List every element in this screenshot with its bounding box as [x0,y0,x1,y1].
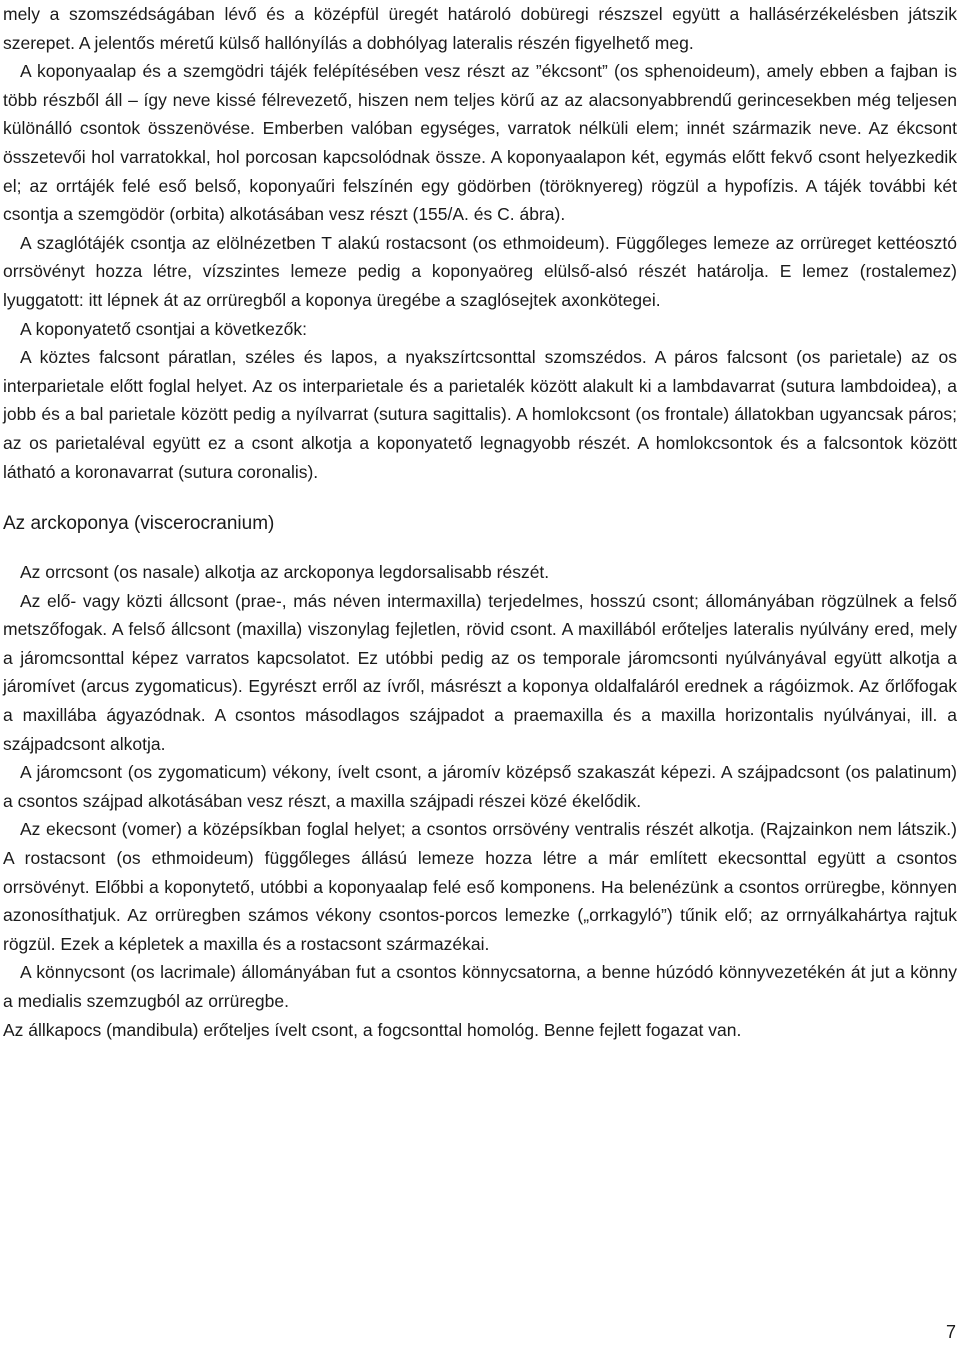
paragraph-ethmoid: A szaglótájék csontja az elölnézetben T alakú rostacsont (os ethmoideum). Függőleges lemeze az orrüreget kettéosztó orrsövényt hozza létre, vízszintes lemeze pedig a koponyaöreg elülső-alsó részét határolja. E lemez (rostalemez) lyuggatott: itt lépnek át az orrüregből a koponya üregébe a szaglósejtek axonkötegei. [3,232,957,310]
paragraph-lacrimal: A könnycsont (os lacrimale) állományában fut a csontos könnycsatorna, a benne húzódó könnyvezetékén át jut a könny a medialis szemzugból az orrüregbe. [3,962,957,1011]
page-number: 7 [945,1322,956,1342]
paragraph-hearing: mely a szomszédságában lévő és a középfül üregét határoló dobüregi részszel együtt a hallásérzékelésben játszik szerepet. A jelentős méretű külső hallónyílás a dobhólyag lateralis részén figyelhető meg. [3,4,957,53]
document-page [3,0,957,1044]
paragraph-mandible: Az állkapocs (mandibula) erőteljes ívelt csont, a fogcsonttal homológ. Benne fejlett fogazat van. [3,1019,742,1040]
paragraph-zygomatic: A járomcsont (os zygomaticum) vékony, ívelt csont, a járomív középső szakaszát képezi. A szájpadcsont (os palatinum) a csontos szájpad alkotásában vesz részt, a maxilla szájpadi részei közé ékelődik. [3,762,957,811]
paragraph-sphenoid: A koponyaalap és a szemgödri tájék felépítésében vesz részt az ”ékcsont” (os sphenoideum), amely ebben a fajban is több részből áll – így neve kissé félrevezető, hiszen nem teljes körű az az alacsonyabbrendű gerincesekben még teljesen különálló csontok összenövése. Emberben valóban egységes, varratok nélküli elem; innét származik neve. Az ékcsont összetevői hol varratokkal, hol porcosan kapcsolódnak össze. A koponyaalapon két, egymás előtt fekvő csont helyezkedik el; az orrtájék felé eső belső, koponyaűri felszínén egy gödörben (töröknyereg) rögzül a hypofízis. A tájék további két csontja a szemgödör (orbita) alkotásában vesz részt (155/A. és C. ábra). [3,61,957,225]
paragraph-roof-bones: A köztes falcsont páratlan, széles és lapos, a nyakszírtcsonttal szomszédos. A páros falcsont (os parietale) az os interparietale előtt foglal helyet. Az os interparietale és a parietalék között alakult ki a lambdavarrat (sutura lambdoidea), a jobb és a bal parietale között pedig a nyílvarrat (sutura sagittalis). A homlokcsont (os frontale) állatokban ugyancsak páros; az os parietaléval együtt ez a csont alkotja a koponyatető legnagyobb részét. A homlokcsontok és a falcsontok között látható a koronavarrat (sutura coronalis). [3,347,957,482]
paragraph-maxilla: Az elő- vagy közti állcsont (prae-, más néven intermaxilla) terjedelmes, hosszú csont; állományában rögzülnek a felső metszőfogak. A felső állcsont (maxilla) viszonylag fejletlen, rövid csont. A maxillából erőteljes lateralis nyúlvány ered, mely a járomcsonttal képez varratos kapcsolatot. Ez utóbbi pedig az os temporale járomcsonti nyúlványával együtt alkotja a járomívet (arcus zygomaticus). Egyrészt erről az ívről, másrészt a koponya oldalfaláról erednek a rágóizmok. Az őrlőfogak a maxillába ágyazódnak. A csontos másodlagos szájpadot a praemaxilla és a maxilla horizontalis nyúlványai, ill. a szájpadcsont alkotja. [3,590,957,754]
paragraph-vomer: Az ekecsont (vomer) a középsíkban foglal helyet; a csontos orrsövény ventralis részét alkotja. (Rajzainkon nem látszik.) A rostacsont (os ethmoideum) függőleges állású lemeze hozza létre a már említett ekecsonttal együtt a csontos orrsövényt. Előbbi a koponytető, utóbbi a koponyaalap felé eső komponens. Ha belenézünk a csontos orrüregbe, könnyen azonosíthatjuk. Az orrüregben számos vékony csontos-porcos lemezke („orrkagyló”) tűnik elő; az orrnyálkahártya rajtuk rögzül. Ezek a képletek a maxilla és a rostacsont származékai. [3,819,957,954]
section-heading: Az arckoponya (viscerocranium) [3,513,275,535]
paragraph-nasal: Az orrcsont (os nasale) alkotja az arckoponya legdorsalisabb részét. [20,562,550,583]
paragraph-roof-intro: A koponyatető csontjai a következők: [20,318,307,339]
